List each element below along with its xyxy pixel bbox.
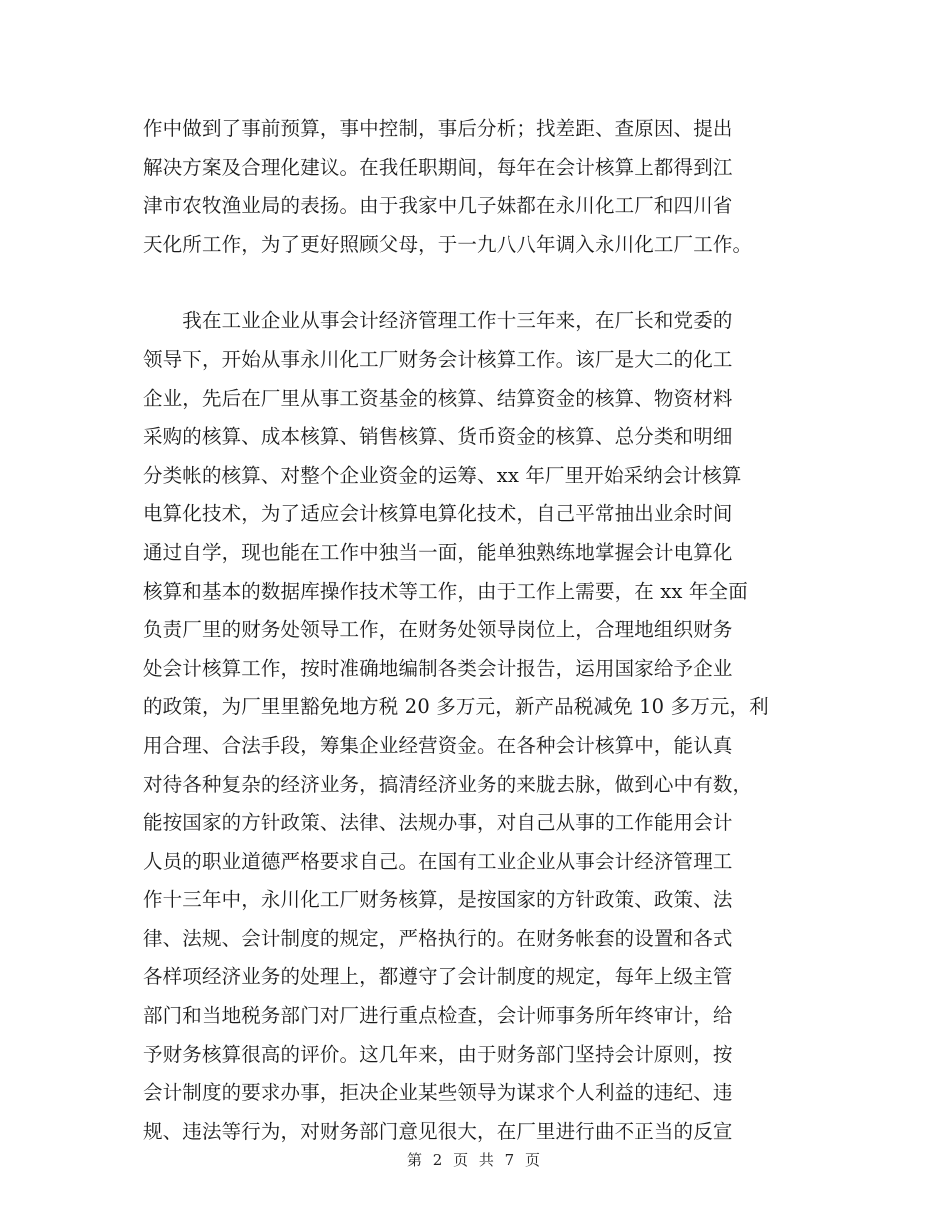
text-line: 津市农牧渔业局的表扬。由于我家中几子妹都在永川化工厂和四川省 [143, 194, 733, 218]
paragraph [143, 302, 813, 1151]
text-line: 通过自学，现也能在工作中独当一面，能单独熟练地掌握会计电算化 [143, 540, 733, 564]
text-line: 企业，先后在厂里从事工资基金的核算、结算资金的核算、物资材料 [143, 386, 733, 410]
text-line: 会计制度的要求办事，拒决企业某些领导为谋求个人利益的违纪、违 [143, 1081, 733, 1105]
text-line: 作十三年中，永川化工厂财务核算，是按国家的方针政策、政策、法 [143, 888, 733, 912]
text-line: 的政策，为厂里里豁免地方税 20 多万元，新产品税减免 10 多万元，利 [143, 695, 769, 719]
text-line: 解决方案及合理化建议。在我任职期间，每年在会计核算上都得到江 [143, 155, 733, 179]
text-line: 采购的核算、成本核算、销售核算、货币资金的核算、总分类和明细 [143, 425, 733, 449]
paragraph [143, 110, 813, 264]
text-line: 处会计核算工作，按时准确地编制各类会计报告，运用国家给予企业 [143, 656, 733, 680]
text-line: 能按国家的方针政策、法律、法规办事，对自己从事的工作能用会计 [143, 811, 733, 835]
text-line: 各样项经济业务的处理上，都遵守了会计制度的规定，每年上级主管 [143, 965, 733, 989]
text-line: 用合理、合法手段，筹集企业经营资金。在各种会计核算中，能认真 [143, 733, 733, 757]
paragraph-gap [143, 264, 813, 302]
text-line: 予财务核算很高的评价。这几年来，由于财务部门坚持会计原则，按 [143, 1042, 733, 1066]
page-number-footer: 第 2 页 共 7 页 [407, 1151, 543, 1169]
text-line: 对待各种复杂的经济业务，搞清经济业务的来胧去脉，做到心中有数， [143, 772, 753, 796]
text-line: 作中做到了事前预算，事中控制，事后分析；找差距、查原因、提出 [143, 117, 733, 140]
text-line: 律、法规、会计制度的规定，严格执行的。在财务帐套的设置和各式 [143, 926, 733, 950]
text-line: 部门和当地税务部门对厂进行重点检查，会计师事务所年终审计，给 [143, 1004, 733, 1028]
text-line: 分类帐的核算、对整个企业资金的运筹、xx 年厂里开始采纳会计核算 [143, 463, 742, 487]
text-line: 我在工业企业从事会计经济管理工作十三年来，在厂长和党委的 [143, 309, 733, 333]
text-line: 核算和基本的数据库操作技术等工作，由于工作上需要，在 xx 年全面 [143, 579, 748, 603]
text-line: 天化所工作，为了更好照顾父母，于一九八八年调入永川化工厂工作。 [143, 232, 753, 256]
text-line: 电算化技术，为了适应会计核算电算化技术，自己平常抽出业余时间 [143, 502, 733, 526]
text-line: 人员的职业道德严格要求自己。在国有工业企业从事会计经济管理工 [143, 849, 733, 873]
text-line: 规、违法等行为，对财务部门意见很大，在厂里进行曲不正当的反宣 [143, 1119, 733, 1143]
body-text [143, 110, 813, 1151]
text-line: 领导下，开始从事永川化工厂财务会计核算工作。该厂是大二的化工 [143, 347, 733, 371]
text-line: 负责厂里的财务处领导工作，在财务处领导岗位上，合理地组织财务 [143, 618, 733, 642]
